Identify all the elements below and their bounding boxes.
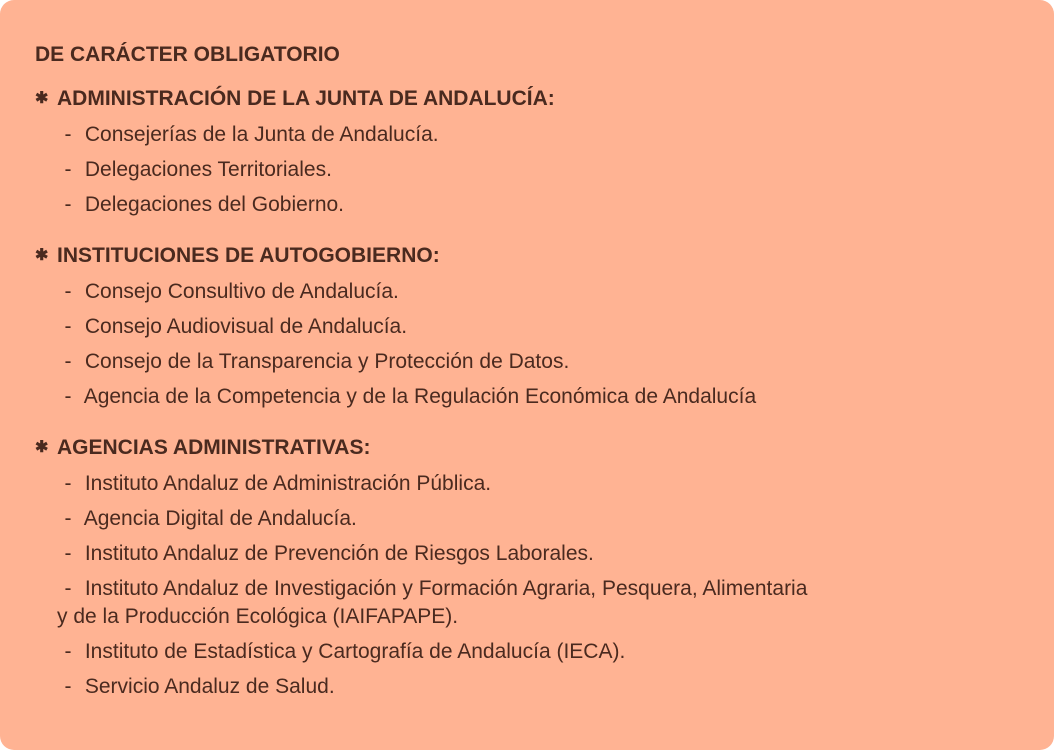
list-item: - Instituto de Estadística y Cartografía de Andalucía (IECA). — [64, 640, 626, 663]
list-item: - Consejo Consultivo de Andalucía. — [64, 280, 399, 303]
section-heading: ADMINISTRACIÓN DE LA JUNTA DE ANDALUCÍA: — [57, 87, 555, 110]
section-heading: INSTITUCIONES DE AUTOGOBIERNO: — [57, 244, 440, 267]
section-agencias — [35, 433, 1054, 701]
list-item: - Consejo Audiovisual de Andalucía. — [64, 315, 408, 338]
list-item: - Consejerías de la Junta de Andalucía. — [64, 123, 439, 146]
section-administracion — [35, 84, 1054, 219]
list-item: - Delegaciones Territoriales. — [64, 158, 332, 181]
list-item: - Instituto Andaluz de Administración Pública. — [64, 472, 492, 495]
list-item: - Agencia Digital de Andalucía. — [64, 507, 357, 530]
asterisk-icon: ✱ — [35, 247, 49, 264]
list-item: - Agencia de la Competencia y de la Regulación Económica de Andalucía — [64, 385, 757, 408]
list-item: - Instituto Andaluz de Investigación y Formación Agraria, Pesquera, Alimentaria y de la Producción Ecológica (IAIFAPAPE). — [57, 577, 808, 628]
asterisk-icon: ✱ — [35, 439, 49, 456]
list-item: - Delegaciones del Gobierno. — [64, 193, 345, 216]
list-item: - Consejo de la Transparencia y Protección de Datos. — [64, 350, 570, 373]
list-item: - Servicio Andaluz de Salud. — [64, 675, 335, 698]
list-item: - Instituto Andaluz de Prevención de Riesgos Laborales. — [64, 542, 594, 565]
asterisk-icon: ✱ — [35, 90, 49, 107]
card-title: DE CARÁCTER OBLIGATORIO — [35, 43, 340, 66]
section-heading: AGENCIAS ADMINISTRATIVAS: — [57, 436, 371, 459]
section-instituciones — [35, 241, 1054, 411]
